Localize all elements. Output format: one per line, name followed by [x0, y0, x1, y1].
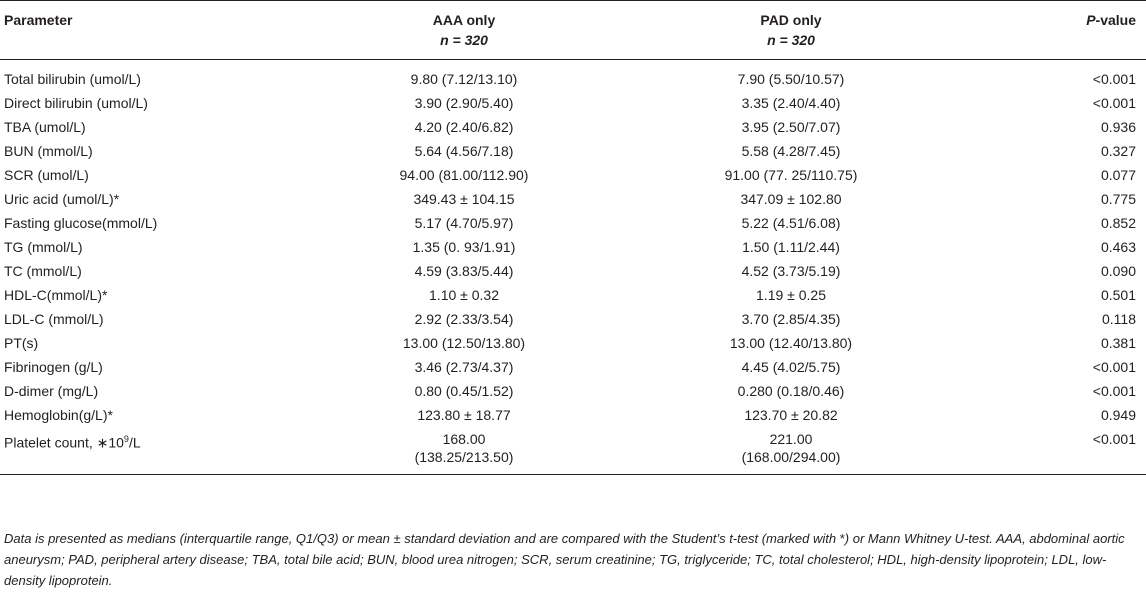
cell-aaa: 4.59 (3.83/5.44) — [414, 263, 514, 279]
cell-parameter: HDL-C(mmol/L)* — [4, 287, 108, 303]
cell-parameter: LDL-C (mmol/L) — [4, 311, 104, 327]
cell-pvalue: 0.949 — [1100, 407, 1136, 423]
cell-parameter: PT(s) — [4, 335, 39, 351]
header-parameter — [0, 1, 307, 60]
cell-parameter: Fasting glucose(mmol/L) — [4, 215, 158, 231]
cell-pvalue: 0.118 — [1102, 311, 1136, 327]
cell-parameter: Uric acid (umol/L)* — [4, 191, 120, 207]
cell-pad: 347.09 ± 102.80 — [740, 191, 842, 207]
cell-pad: 3.70 (2.85/4.35) — [741, 311, 841, 327]
table-row — [0, 211, 1146, 235]
header-pad-n: n = 320 — [767, 32, 815, 48]
header-aaa-n: n = 320 — [440, 32, 488, 48]
table-row — [0, 259, 1146, 283]
table-row — [0, 139, 1146, 163]
table-row — [0, 60, 1146, 92]
cell-pvalue: <0.001 — [1092, 359, 1136, 375]
table-footnote — [4, 528, 1140, 591]
cell-pvalue: 0.501 — [1100, 287, 1136, 303]
cell-pad: 5.22 (4.51/6.08) — [741, 215, 841, 231]
cell-pad: 4.52 (3.73/5.19) — [741, 263, 841, 279]
cell-parameter: TBA (umol/L) — [4, 119, 86, 135]
cell-parameter: TC (mmol/L) — [4, 263, 82, 279]
cell-pvalue: 0.077 — [1100, 167, 1136, 183]
table-row — [0, 283, 1146, 307]
cell-aaa: 9.80 (7.12/13.10) — [410, 71, 518, 87]
platelet-pad-line2: (168.00/294.00) — [741, 449, 841, 465]
cell-pad: 13.00 (12.40/13.80) — [729, 335, 853, 351]
platelet-aaa-line1: 168.00 — [442, 431, 486, 447]
platelet-param-exponent: 9 — [123, 434, 129, 444]
table-row — [0, 187, 1146, 211]
footnote-star: * — [839, 531, 845, 546]
platelet-pad-line1: 221.00 — [769, 431, 813, 447]
cell-pad: 5.58 (4.28/7.45) — [741, 143, 841, 159]
header-pvalue-suffix: -value — [1095, 12, 1136, 28]
table-row — [0, 91, 1146, 115]
table-row-platelet — [0, 427, 1146, 475]
cell-pvalue: 0.327 — [1100, 143, 1136, 159]
table-row — [0, 163, 1146, 187]
cell-aaa: 5.64 (4.56/7.18) — [414, 143, 514, 159]
cell-pvalue: 0.463 — [1100, 239, 1136, 255]
table-body — [0, 60, 1146, 475]
cell-pvalue: 0.852 — [1100, 215, 1136, 231]
cell-pvalue: 0.381 — [1100, 335, 1136, 351]
cell-parameter: Direct bilirubin (umol/L) — [4, 95, 148, 111]
cell-pad: 7.90 (5.50/10.57) — [737, 71, 845, 87]
cell-parameter: Hemoglobin(g/L)* — [4, 407, 113, 423]
cell-parameter: Fibrinogen (g/L) — [4, 359, 103, 375]
cell-pvalue: 0.936 — [1100, 119, 1136, 135]
cell-pad: 91.00 (77. 25/110.75) — [724, 167, 858, 183]
table-row — [0, 403, 1146, 427]
cell-parameter: TG (mmol/L) — [4, 239, 83, 255]
platelet-aaa-line2: (138.25/213.50) — [414, 449, 514, 465]
table-row — [0, 379, 1146, 403]
cell-aaa: 3.90 (2.90/5.40) — [414, 95, 514, 111]
cell-aaa: 3.46 (2.73/4.37) — [414, 359, 514, 375]
header-pad-title: PAD only — [760, 12, 822, 28]
cell-pad: 123.70 ± 20.82 — [744, 407, 838, 423]
cell-aaa: 349.43 ± 104.15 — [413, 191, 515, 207]
platelet-param-suffix: /L — [128, 434, 141, 451]
header-pvalue — [961, 1, 1146, 60]
cell-aaa: 123.80 ± 18.77 — [417, 407, 511, 423]
table-row — [0, 307, 1146, 331]
cell-pvalue: 0.775 — [1100, 191, 1136, 207]
table-row — [0, 235, 1146, 259]
header-pvalue-prefix: P — [1086, 12, 1096, 28]
cell-aaa: 1.35 (0. 93/1.91) — [412, 239, 516, 255]
cell-aaa — [307, 427, 621, 475]
cell-parameter: BUN (mmol/L) — [4, 143, 93, 159]
header-parameter-label: Parameter — [4, 12, 73, 28]
cell-parameter: D-dimer (mg/L) — [4, 383, 99, 399]
cell-pvalue: <0.001 — [1092, 95, 1136, 111]
header-pad-only — [621, 1, 961, 60]
cell-pad — [621, 427, 961, 475]
cell-pad: 0.280 (0.18/0.46) — [737, 383, 845, 399]
footnote-part1: Data is presented as medians (interquartile range, Q1/Q3) or mean ± standard deviation and are compared with the Student’s t-test (marked with — [4, 531, 840, 546]
cell-pad: 3.35 (2.40/4.40) — [741, 95, 841, 111]
cell-aaa: 1.10 ± 0.32 — [429, 287, 499, 303]
cell-aaa: 5.17 (4.70/5.97) — [414, 215, 514, 231]
cell-pad: 1.19 ± 0.25 — [756, 287, 826, 303]
table-row — [0, 331, 1146, 355]
cell-aaa: 4.20 (2.40/6.82) — [414, 119, 514, 135]
header-aaa-only — [307, 1, 621, 60]
cell-aaa: 2.92 (2.33/3.54) — [414, 311, 514, 327]
cell-pvalue: <0.001 — [961, 427, 1146, 475]
cell-aaa: 94.00 (81.00/112.90) — [399, 167, 529, 183]
footnote-part2: ) or Mann Whitney U-test. AAA, abdominal aortic aneurysm; PAD, peripheral artery disease; TBA, total bile acid; BUN, blood urea nitrogen; SCR, serum creatinine; TG, triglyceride; TC, total cholesterol; HDL, high-density lipoprotein; LDL, low-density lipoprotein. — [4, 531, 1125, 588]
table-row — [0, 115, 1146, 139]
cell-parameter: Total bilirubin (umol/L) — [4, 71, 141, 87]
header-aaa-title: AAA only — [432, 12, 496, 28]
cell-pvalue: <0.001 — [1092, 383, 1136, 399]
cell-pad: 1.50 (1.11/2.44) — [742, 239, 840, 255]
table-header-row — [0, 1, 1146, 60]
cell-parameter — [0, 427, 307, 475]
platelet-param-prefix: Platelet count, ∗10 — [4, 434, 124, 451]
cell-aaa: 0.80 (0.45/1.52) — [414, 383, 514, 399]
table-row — [0, 355, 1146, 379]
cell-pvalue: <0.001 — [1092, 71, 1136, 87]
cell-parameter: SCR (umol/L) — [4, 167, 89, 183]
cell-aaa: 13.00 (12.50/13.80) — [402, 335, 526, 351]
cell-pvalue: 0.090 — [1100, 263, 1136, 279]
cell-pad: 4.45 (4.02/5.75) — [741, 359, 841, 375]
cell-pad: 3.95 (2.50/7.07) — [741, 119, 841, 135]
